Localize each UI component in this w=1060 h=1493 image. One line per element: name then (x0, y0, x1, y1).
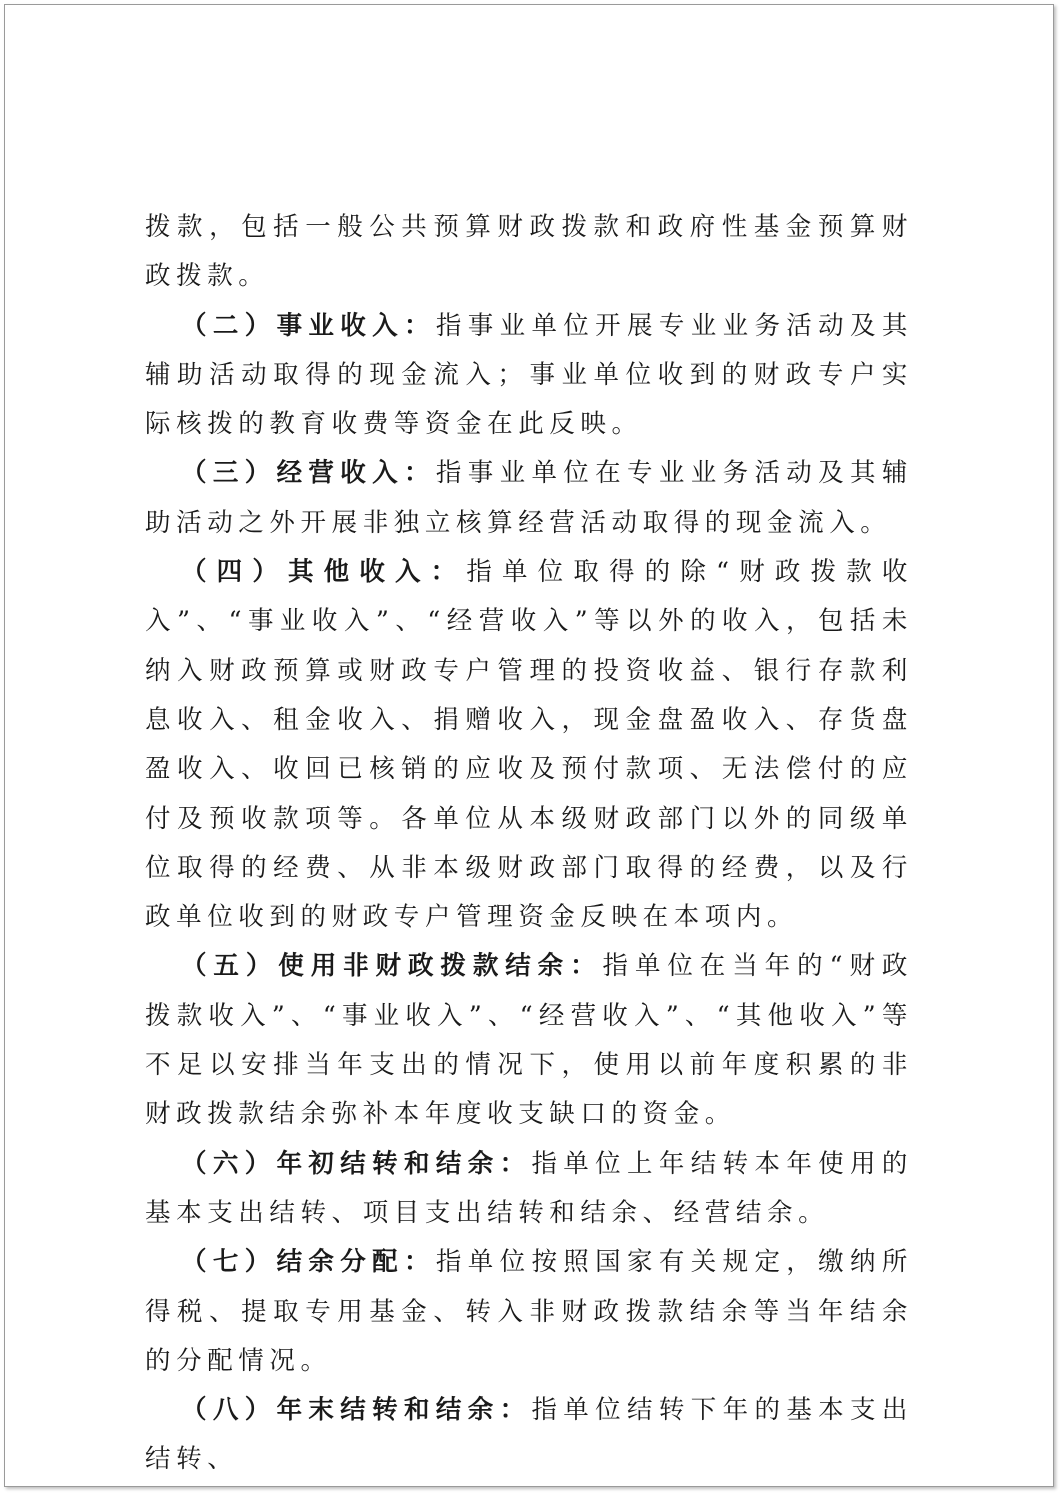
paragraph-heading: （五）使用非财政拨款结余： (181, 951, 603, 982)
paragraph-heading: （二）事业收入： (181, 310, 436, 341)
paragraph-6 (145, 1238, 913, 1386)
paragraph-4 (145, 942, 913, 1139)
paragraph-text: 指单位在当年的“财政拨款收入”、“事业收入”、“经营收入”、“其他收入”等不足以安排当年支出的情况下，使用以前年度积累的非财政拨款结余弥补本年度收支缺口的资金。 (145, 951, 913, 1130)
paragraph-heading: （六）年初结转和结余： (181, 1148, 532, 1179)
paragraph-7 (145, 1386, 913, 1485)
paragraph-1 (145, 302, 913, 450)
paragraph-text: 拨款，包括一般公共预算财政拨款和政府性基金预算财政拨款。 (145, 212, 913, 292)
paragraph-text: 指事业单位开展专业业务活动及其辅助活动取得的现金流入；事业单位收到的财政专户实际核拨的教育收费等资金在此反映。 (145, 310, 913, 440)
paragraph-5 (145, 1140, 913, 1239)
paragraph-heading: （四）其他收入： (181, 557, 467, 588)
paragraph-text: 指事业单位在专业业务活动及其辅助活动之外开展非独立核算经营活动取得的现金流入。 (145, 458, 913, 538)
document-body (145, 203, 913, 1485)
paragraph-heading: （八）年末结转和结余： (181, 1395, 532, 1426)
paragraph-text: 指单位结转下年的基本支出结转、 (145, 1395, 913, 1475)
paragraph-0 (145, 203, 913, 302)
paragraph-text: 指单位按照国家有关规定，缴纳所得税、提取专用基金、转入非财政拨款结余等当年结余的分配情况。 (145, 1247, 913, 1376)
paragraph-heading: （三）经营收入： (181, 458, 436, 489)
paragraph-heading: （七）结余分配： (181, 1247, 436, 1278)
paragraph-3 (145, 548, 913, 942)
paragraph-text: 指单位取得的除“财政拨款收入”、“事业收入”、“经营收入”等以外的收入，包括未纳入财政预算或财政专户管理的投资收益、银行存款利息收入、租金收入、捐赠收入，现金盘盈收入、存货盘盈收入、收回已核销的应收及预付款项、无法偿付的应付及预收款项等。各单位从本级财政部门以外的同级单位取得的经费、从非本级财政部门取得的经费，以及行政单位收到的财政专户管理资金反映在本项内。 (145, 557, 913, 933)
paragraph-text: 指单位上年结转本年使用的基本支出结转、项目支出结转和结余、经营结余。 (145, 1148, 913, 1228)
paragraph-2 (145, 449, 913, 548)
document-page (4, 4, 1054, 1487)
